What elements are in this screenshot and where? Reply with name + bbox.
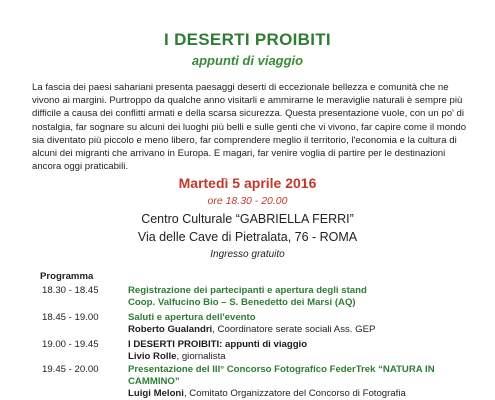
venue-address: Via delle Cave di Pietralata, 76 - ROMA [137,230,358,244]
venue-name: Centro Culturale “GABRIELLA FERRI” [141,212,354,226]
speaker-name: Livio Rolle [128,351,177,362]
speaker-role: , Coordinatore serate sociali Ass. GEP [212,324,376,335]
entry-note: Ingresso gratuito [210,249,285,260]
programma-heading: Programma [40,271,94,282]
program-speaker: Coop. Valfucino Bio – S. Benedetto dei Marsi (AQ) [128,297,356,308]
intro-paragraph: La fascia dei paesi sahariani presenta paesaggi deserti di eccezionale bellezza e comunità che ne vivono ai margini. Purtroppo da qualche anno visitarli e ammirarne le meraviglie naturali è sempre più difficile a causa dei conflitti armati e della scarsa sicurezza. Questa presentazione vuole, con un po' di nostalgia, far sognare su alcuni dei luoghi più belli e sulle genti che vi vivono, far capire come il mondo sia diventato più piccolo e meno libero, far comprendere meglio il territorio, l'economia e la cultura di alcuni dei migranti che arrivano in Europa. E magari, far venire voglia di partire per le destinazioni ancora oggi praticabili. [32,82,467,173]
event-subtitle: appunti di viaggio [191,53,304,68]
program-time: 18.30 - 18.45 [42,285,99,296]
program-activity: Saluti e apertura dell'evento [128,312,256,323]
program-content [128,285,458,309]
program-time: 19.45 - 20.00 [42,364,99,375]
program-activity: I DESERTI PROIBITI: appunti di viaggio [128,339,308,350]
event-title: I DESERTI PROIBITI [164,30,331,49]
event-date: Martedì 5 aprile 2016 [178,175,317,191]
speaker-role: , Comitato Organizzatore del Concorso di Fotografia [183,388,406,399]
program-speaker [128,324,458,336]
program-content [128,364,458,400]
program-activity: Registrazione dei partecipanti e apertura degli stand [128,285,367,296]
program-content [128,312,458,336]
program-activity: Presentazione del III° Concorso Fotografico FederTrek “NATURA IN CAMMINO” [128,364,435,387]
speaker-name: Luigi Meloni [128,388,184,399]
event-time: ore 18.30 - 20.00 [207,195,288,207]
speaker-role: , giornalista [176,351,226,362]
program-content [128,339,458,363]
program-time: 18.45 - 19.00 [42,312,99,323]
program-speaker [128,351,458,363]
program-time: 19.00 - 19.45 [42,339,99,350]
program-speaker [128,388,458,400]
speaker-name: Roberto Gualandri [128,324,213,335]
